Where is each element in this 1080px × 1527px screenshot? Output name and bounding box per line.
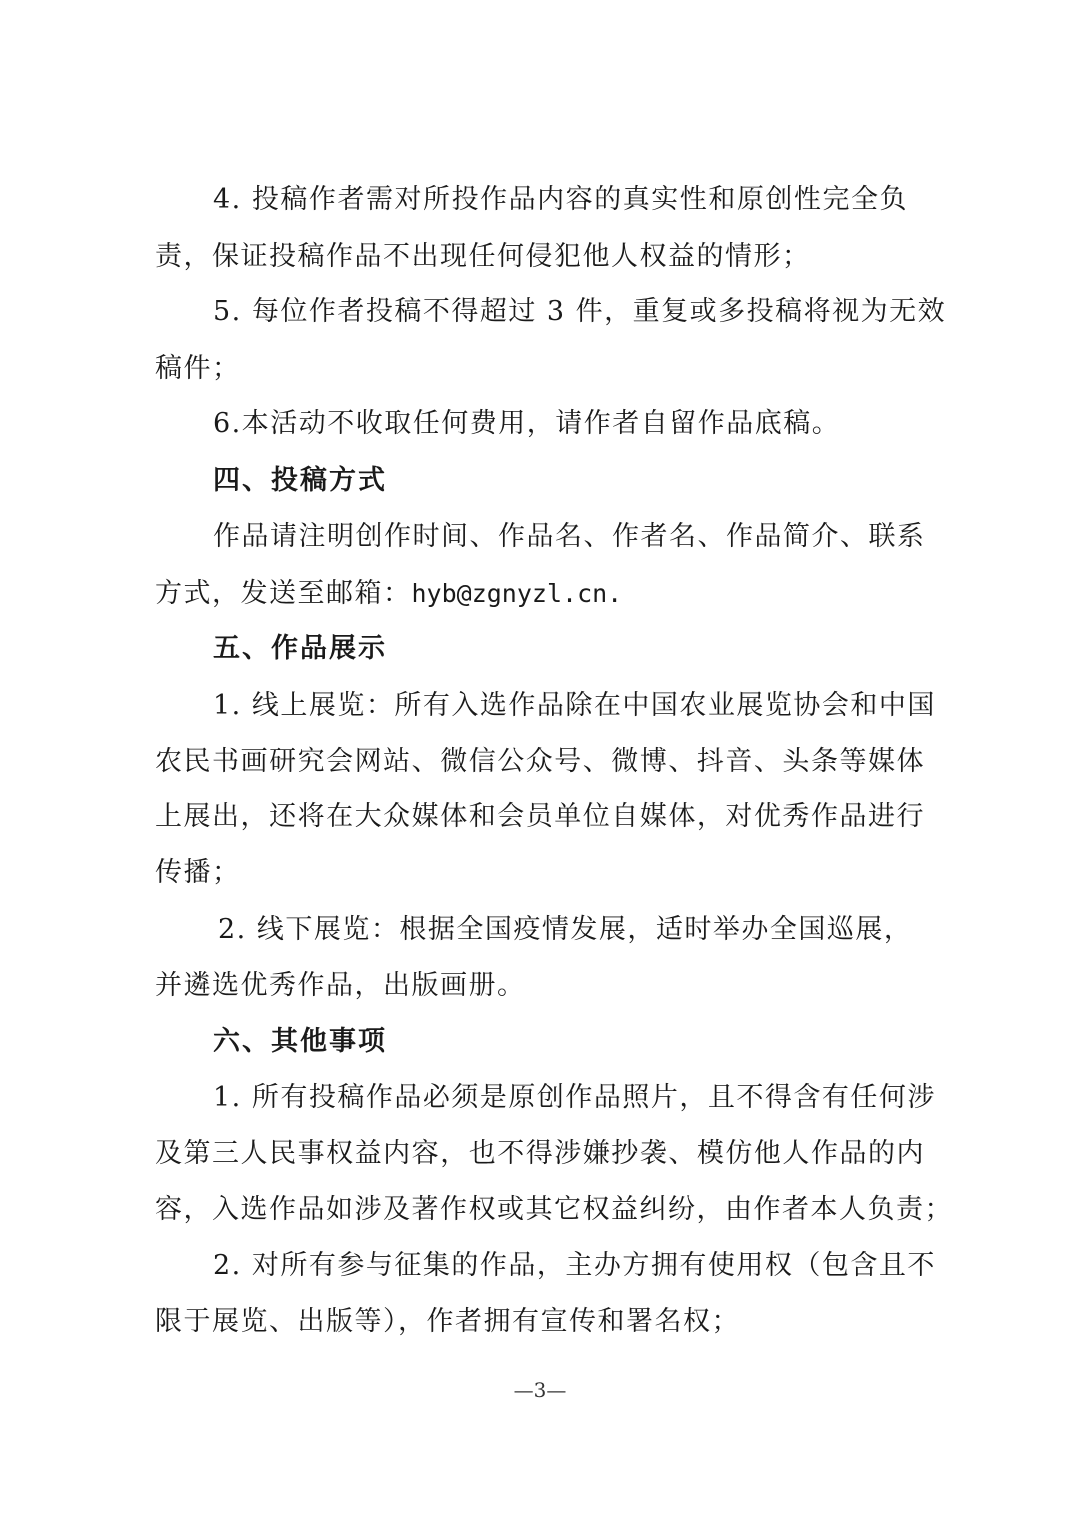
- item5-line1: 5. 每位作者投稿不得超过 3 件，重复或多投稿将视为无效: [213, 296, 947, 327]
- section4-line2-prefix: 方式，发送至邮箱：: [155, 578, 412, 609]
- section6-item1-line2: 及第三人民事权益内容，也不得涉嫌抄袭、模仿他人作品的内: [155, 1138, 925, 1169]
- section6-item1-line3: 容，入选作品如涉及著作权或其它权益纠纷，由作者本人负责；: [155, 1194, 953, 1225]
- section6-heading: 六、其他事项: [213, 1026, 387, 1057]
- item5-line2: 稿件；: [155, 353, 241, 384]
- section5-item1-line2: 农民书画研究会网站、微信公众号、微博、抖音、头条等媒体: [155, 746, 925, 777]
- section5-item2-line1: 2. 线下展览：根据全国疫情发展，适时举办全国巡展，: [218, 914, 913, 945]
- section5-item2-line2: 并遴选优秀作品，出版画册。: [155, 970, 526, 1001]
- section5-item1-line1: 1. 线上展览：所有入选作品除在中国农业展览协会和中国: [213, 690, 936, 721]
- section6-item2-line2: 限于展览、出版等），作者拥有宣传和署名权；: [155, 1306, 740, 1337]
- section5-item1-line4: 传播；: [155, 857, 241, 888]
- section6-item2-line1: 2. 对所有参与征集的作品，主办方拥有使用权（包含且不: [213, 1250, 936, 1281]
- item4-line2: 责，保证投稿作品不出现任何侵犯他人权益的情形；: [155, 241, 811, 272]
- section4-heading: 四、投稿方式: [213, 465, 387, 496]
- page-number: —3—: [513, 1378, 567, 1402]
- item6: 6.本活动不收取任何费用，请作者自留作品底稿。: [213, 408, 841, 439]
- section4-line1: 作品请注明创作时间、作品名、作者名、作品简介、联系: [213, 521, 926, 552]
- email-address: hyb@zgnyzl.cn.: [411, 579, 623, 608]
- section5-item1-line3: 上展出，还将在大众媒体和会员单位自媒体，对优秀作品进行: [155, 801, 925, 832]
- section6-item1-line1: 1. 所有投稿作品必须是原创作品照片，且不得含有任何涉: [213, 1082, 936, 1113]
- section4-line2: [155, 574, 930, 614]
- section5-heading: 五、作品展示: [213, 633, 387, 664]
- item4-line1: 4. 投稿作者需对所投作品内容的真实性和原创性完全负: [213, 184, 908, 215]
